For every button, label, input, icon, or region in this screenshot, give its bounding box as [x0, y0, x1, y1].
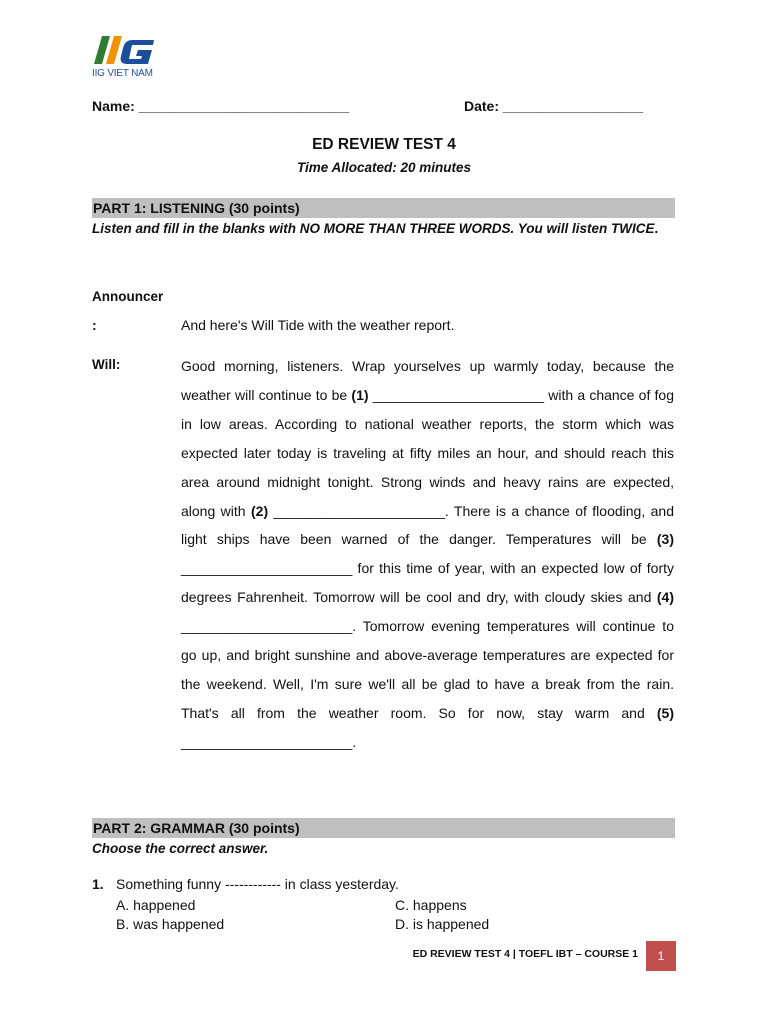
page-title: ED REVIEW TEST 4 — [312, 136, 456, 153]
logo-letter-g — [121, 40, 154, 64]
blank-3[interactable]: ______________________ — [181, 560, 353, 577]
footer-text: ED REVIEW TEST 4 | TOEFL IBT – COURSE 1 — [412, 948, 638, 960]
blank-2[interactable]: ______________________ — [273, 502, 445, 519]
blank-number-5: (5) — [656, 704, 674, 721]
question-1-option-b[interactable]: B. was happened — [116, 916, 225, 932]
blank-number-4: (4) — [656, 589, 674, 606]
blank-number-3: (3) — [656, 531, 674, 548]
name-field: Name: ___________________________ — [92, 98, 349, 114]
part2-instruction: Choose the correct answer. — [92, 841, 269, 856]
date-field: Date: __________________ — [464, 98, 644, 114]
announcer-line: And here's Will Tide with the weather report. — [181, 317, 455, 333]
speaker-announcer-colon: : — [92, 317, 97, 333]
blank-4[interactable]: ______________________ — [181, 618, 353, 635]
blank-number-1: (1) — [351, 386, 369, 403]
logo-subtitle: IIG VIET NAM — [92, 68, 153, 79]
blank-1[interactable]: ______________________ — [372, 386, 545, 403]
question-1-option-c[interactable]: C. happens — [395, 897, 467, 913]
part2-heading: PART 2: GRAMMAR (30 points) — [92, 818, 675, 838]
part1-heading: PART 1: LISTENING (30 points) — [92, 198, 675, 218]
speaker-announcer: Announcer — [92, 289, 164, 304]
part1-instruction: Listen and fill in the blanks with NO MORE THAN THREE WORDS. You will listen TWICE. — [92, 221, 659, 236]
question-1-option-d[interactable]: D. is happened — [395, 916, 490, 932]
page-number: 1 — [646, 941, 676, 971]
question-1-number: 1. — [92, 876, 104, 892]
weather-passage: Good morning, listeners. Wrap yourselves up warmly today, because the weather will continue to be (1) ______________________ with a chance of fog in low areas. According to national weather reports, the storm which was expected later today is traveling at fifty miles an hour, and should reach this area around midnight tonight. Strong winds and heavy rains are expected, along with (2) ______________________. There is a chance of flooding, and light ships have been warned of the danger. Temperatures will be (3) ______________________ for this time of year, with an expected low of forty degrees Fahrenheit. Tomorrow will be cool and dry, with cloudy skies and (4) ______________________. Tomorrow evening temperatures will continue to go up, and bright sunshine and above-average temperatures are expected for the weekend. Well, I'm sure we'll all be glad to have a break from the rain. That's all from the weather room. So for now, stay warm and (5) ______________________. — [181, 358, 675, 750]
question-1-text: Something funny ------------ in class yesterday. — [116, 876, 399, 892]
page-subtitle: Time Allocated: 20 minutes — [296, 160, 472, 175]
question-1-option-a[interactable]: A. happened — [116, 897, 196, 913]
blank-number-2: (2) — [251, 502, 269, 519]
speaker-will: Will: — [92, 357, 121, 372]
blank-5[interactable]: ______________________ — [181, 733, 353, 750]
